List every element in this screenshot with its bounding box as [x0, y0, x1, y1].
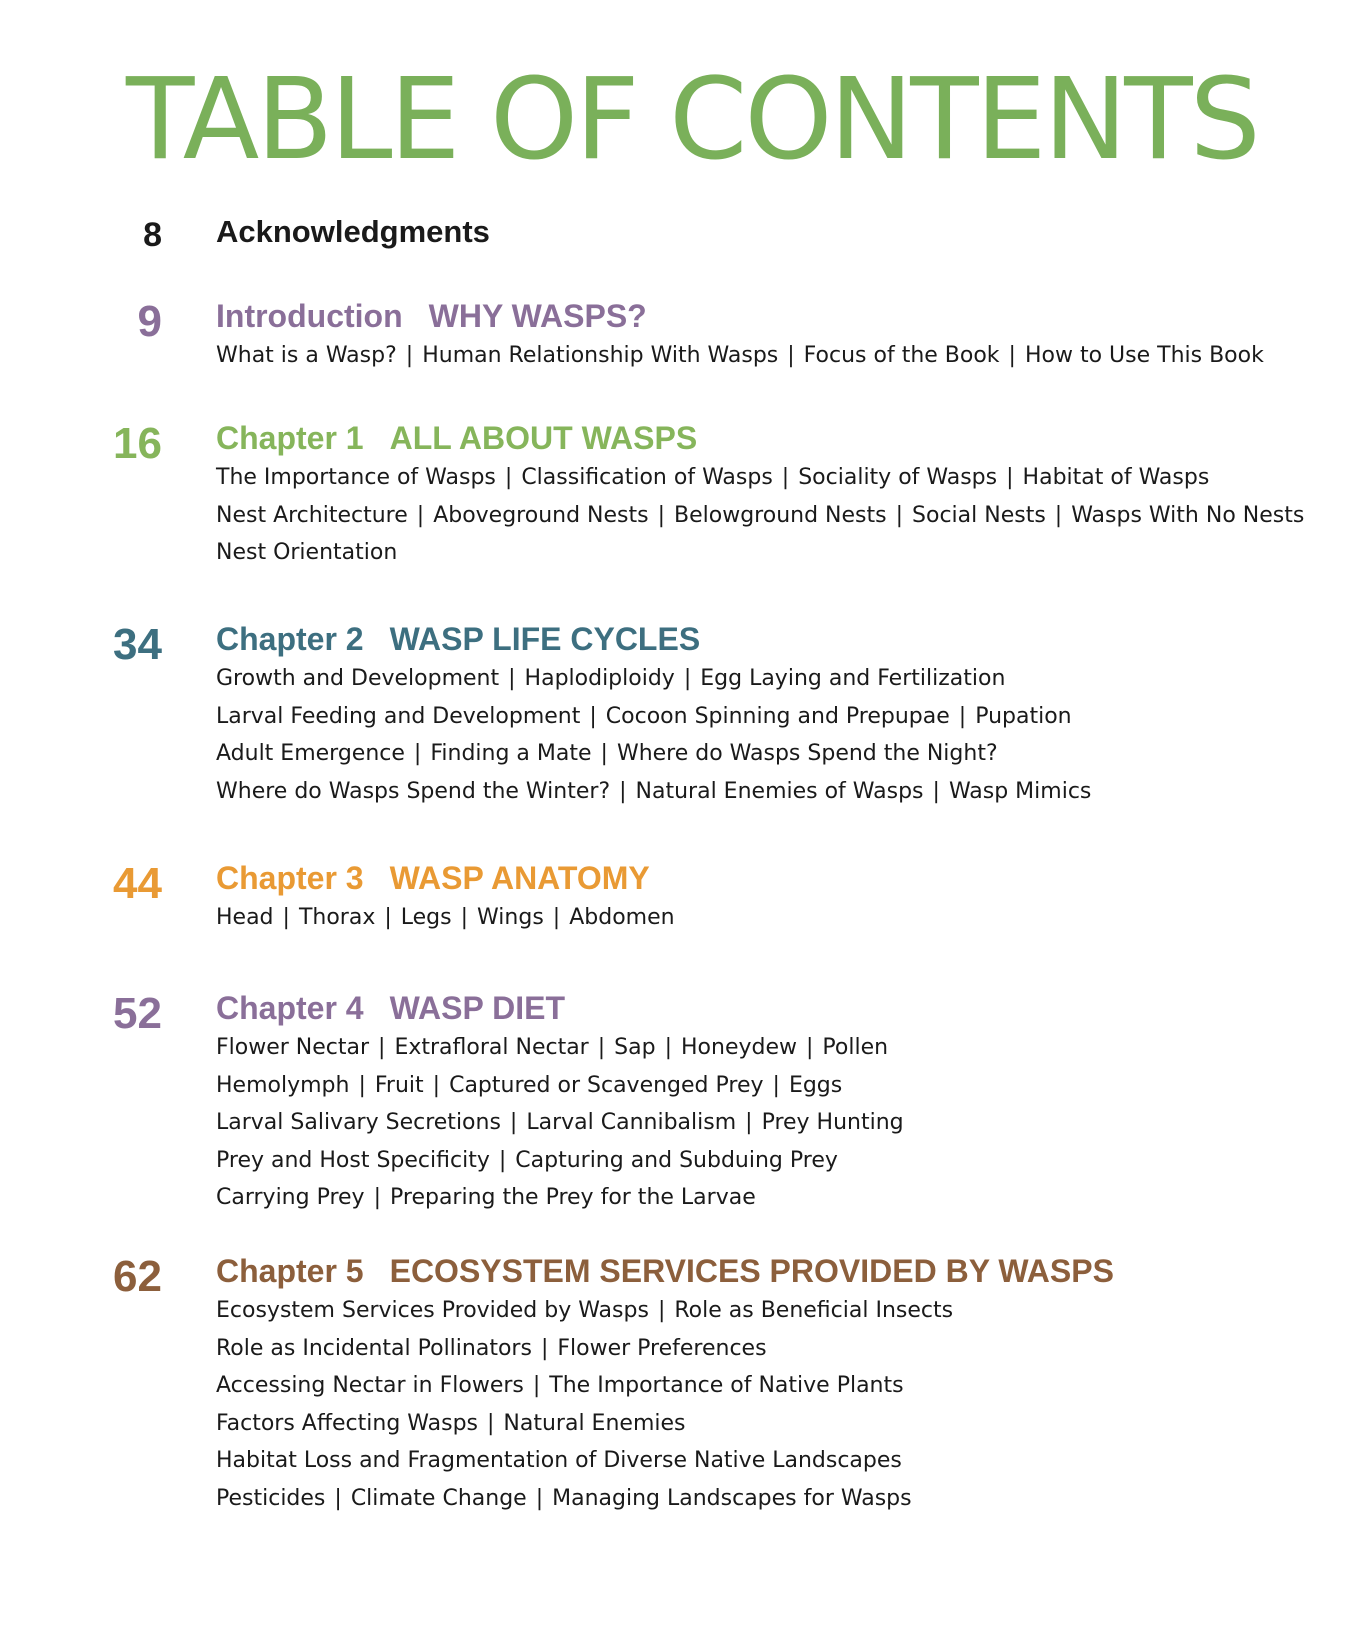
section-item: Hemolymph	[216, 1072, 350, 1098]
chapter-title: WASP ANATOMY	[389, 860, 650, 896]
separator: |	[540, 1335, 549, 1361]
separator: |	[1054, 502, 1063, 528]
page-number: 44	[113, 859, 162, 908]
separator: |	[589, 703, 597, 729]
section-item: Aboveground Nests	[433, 502, 649, 528]
page-number: 9	[137, 297, 162, 346]
page-number: 16	[113, 419, 162, 468]
separator: |	[416, 502, 425, 528]
section-item: Climate Change	[350, 1485, 527, 1511]
section-item: Managing Landscapes for Wasps	[552, 1485, 912, 1511]
section-line	[216, 337, 1264, 375]
section-item: Legs	[400, 905, 452, 930]
section-item: The Importance of Native Plants	[549, 1373, 904, 1398]
separator: |	[334, 1485, 342, 1511]
separator: |	[413, 741, 422, 766]
section-item: Sap	[614, 1035, 656, 1060]
separator: |	[781, 465, 790, 490]
section-item: Larval Salivary Secretions	[216, 1110, 501, 1135]
section-item: Wasps With No Nests	[1071, 502, 1305, 528]
separator: |	[619, 778, 627, 804]
section-item: Social Nests	[912, 502, 1046, 528]
section-line	[216, 534, 1304, 572]
section-item: Role as Incidental Pollinators	[216, 1335, 532, 1361]
separator: |	[358, 1072, 366, 1098]
separator: |	[1008, 343, 1016, 368]
entry-heading	[216, 623, 700, 655]
section-item: The Importance of Wasps	[216, 465, 496, 490]
separator: |	[498, 1147, 507, 1173]
separator: |	[282, 905, 290, 930]
chapter-title: WHY WASPS?	[428, 298, 647, 334]
section-item: How to Use This Book	[1024, 343, 1264, 368]
section-item: Cocoon Spinning and Prepupae	[605, 703, 950, 729]
section-item: Pollen	[822, 1035, 889, 1060]
separator: |	[487, 1410, 495, 1436]
separator: |	[597, 1035, 606, 1060]
section-list	[216, 1029, 904, 1217]
chapter-label: Introduction	[216, 298, 403, 334]
separator: |	[657, 1298, 666, 1323]
section-item: Accessing Nectar in Flowers	[216, 1373, 524, 1398]
section-item: Honeydew	[681, 1035, 797, 1060]
separator: |	[405, 343, 414, 368]
section-list	[216, 899, 675, 937]
section-item: Classification of Wasps	[521, 465, 773, 490]
separator: |	[932, 778, 940, 804]
section-item: Ecosystem Services Provided by Wasps	[216, 1298, 649, 1323]
chapter-label: Chapter 2	[216, 621, 364, 657]
separator: |	[460, 905, 469, 930]
section-item: Nest Architecture	[216, 502, 408, 528]
section-item: Factors Affecting Wasps	[216, 1410, 478, 1436]
section-line	[216, 497, 1304, 535]
section-item: Nest Orientation	[216, 540, 398, 565]
section-line	[216, 1480, 953, 1518]
separator: |	[532, 1373, 541, 1398]
page-number: 34	[113, 620, 162, 669]
section-item: Captured or Scavenged Prey	[449, 1072, 764, 1098]
separator: |	[600, 741, 608, 766]
page-number: 52	[113, 989, 162, 1038]
section-item: Flower Nectar	[216, 1035, 370, 1060]
section-item: Wings	[477, 905, 544, 930]
section-list	[216, 337, 1264, 375]
section-item: Prey Hunting	[761, 1110, 904, 1135]
chapter-label: Chapter 5	[216, 1253, 364, 1289]
separator: |	[508, 666, 516, 691]
chapter-label: Chapter 3	[216, 860, 364, 896]
separator: |	[432, 1072, 441, 1098]
section-list	[216, 1292, 953, 1517]
separator: |	[384, 905, 392, 930]
section-item: Belowground Nests	[674, 502, 887, 528]
section-list	[216, 660, 1091, 810]
section-line	[216, 1104, 904, 1142]
chapter-title: Acknowledgments	[216, 214, 490, 249]
section-item: Habitat of Wasps	[1022, 465, 1210, 490]
section-item: Fruit	[374, 1072, 424, 1098]
separator: |	[657, 502, 666, 528]
section-line	[216, 459, 1304, 497]
separator: |	[806, 1035, 814, 1060]
section-item: Haplodiploidy	[524, 666, 675, 691]
section-item: Capturing and Subduing Prey	[515, 1147, 838, 1173]
chapter-title: ECOSYSTEM SERVICES PROVIDED BY WASPS	[389, 1253, 1114, 1289]
section-line	[216, 1442, 953, 1480]
section-item: Growth and Development	[216, 666, 500, 691]
section-item: Extrafloral Nectar	[394, 1035, 589, 1060]
chapter-label: Chapter 4	[216, 990, 364, 1026]
chapter-title: WASP DIET	[389, 990, 566, 1026]
separator: |	[664, 1035, 672, 1060]
section-line	[216, 1367, 953, 1405]
page-number: 62	[113, 1252, 162, 1301]
section-item: Pupation	[975, 703, 1072, 729]
separator: |	[958, 703, 967, 729]
section-item: Focus of the Book	[803, 343, 1000, 368]
section-item: Habitat Loss and Fragmentation of Diverse Native Landscapes	[216, 1448, 902, 1473]
section-line	[216, 1179, 904, 1217]
section-item: Sociality of Wasps	[798, 465, 998, 490]
section-item: Natural Enemies of Wasps	[635, 778, 924, 804]
separator: |	[552, 905, 561, 930]
section-item: Larval Feeding and Development	[216, 703, 581, 729]
section-line	[216, 1292, 953, 1330]
separator: |	[745, 1110, 753, 1135]
section-line	[216, 899, 675, 937]
separator: |	[787, 343, 795, 368]
section-item: Adult Emergence	[216, 741, 405, 766]
section-item: Head	[216, 905, 274, 930]
section-line	[216, 1142, 904, 1180]
separator: |	[378, 1035, 386, 1060]
section-item: Pesticides	[216, 1485, 326, 1511]
section-item: Human Relationship With Wasps	[422, 343, 779, 368]
entry-heading	[216, 216, 490, 247]
section-item: Finding a Mate	[430, 741, 592, 766]
section-item: Flower Preferences	[557, 1335, 767, 1361]
page-number: 8	[143, 216, 162, 254]
section-line	[216, 1405, 953, 1443]
section-item: Egg Laying and Fertilization	[700, 666, 1006, 691]
section-line	[216, 1330, 953, 1368]
section-item: Preparing the Prey for the Larvae	[390, 1185, 756, 1210]
separator: |	[895, 502, 904, 528]
chapter-label: Chapter 1	[216, 420, 364, 456]
section-line	[216, 698, 1091, 736]
separator: |	[1006, 465, 1014, 490]
section-item: Where do Wasps Spend the Winter?	[216, 778, 611, 804]
entry-heading	[216, 992, 565, 1024]
chapter-title: ALL ABOUT WASPS	[389, 420, 698, 456]
section-item: Thorax	[298, 905, 376, 930]
section-item: Natural Enemies	[503, 1410, 686, 1436]
section-line	[216, 1029, 904, 1067]
page-title: TABLE OF CONTENTS	[126, 55, 1258, 185]
section-line	[216, 660, 1091, 698]
entry-heading	[216, 422, 697, 454]
separator: |	[373, 1185, 381, 1210]
separator: |	[504, 465, 513, 490]
separator: |	[683, 666, 692, 691]
section-item: What is a Wasp?	[216, 343, 397, 368]
section-line	[216, 735, 1091, 773]
chapter-title: WASP LIFE CYCLES	[389, 621, 701, 657]
separator: |	[772, 1072, 780, 1098]
entry-heading	[216, 1255, 1114, 1287]
section-item: Wasp Mimics	[948, 778, 1092, 804]
section-item: Prey and Host Specificity	[216, 1147, 490, 1173]
section-item: Where do Wasps Spend the Night?	[616, 741, 998, 766]
section-list	[216, 459, 1304, 572]
entry-heading	[216, 862, 650, 894]
section-item: Larval Cannibalism	[526, 1110, 737, 1135]
separator: |	[509, 1110, 518, 1135]
separator: |	[535, 1485, 544, 1511]
section-item: Abdomen	[569, 905, 675, 930]
entry-heading	[216, 300, 647, 332]
section-item: Role as Beneficial Insects	[674, 1298, 954, 1323]
section-item: Carrying Prey	[216, 1185, 365, 1210]
section-item: Eggs	[788, 1072, 843, 1098]
section-line	[216, 1067, 904, 1105]
section-line	[216, 773, 1091, 811]
